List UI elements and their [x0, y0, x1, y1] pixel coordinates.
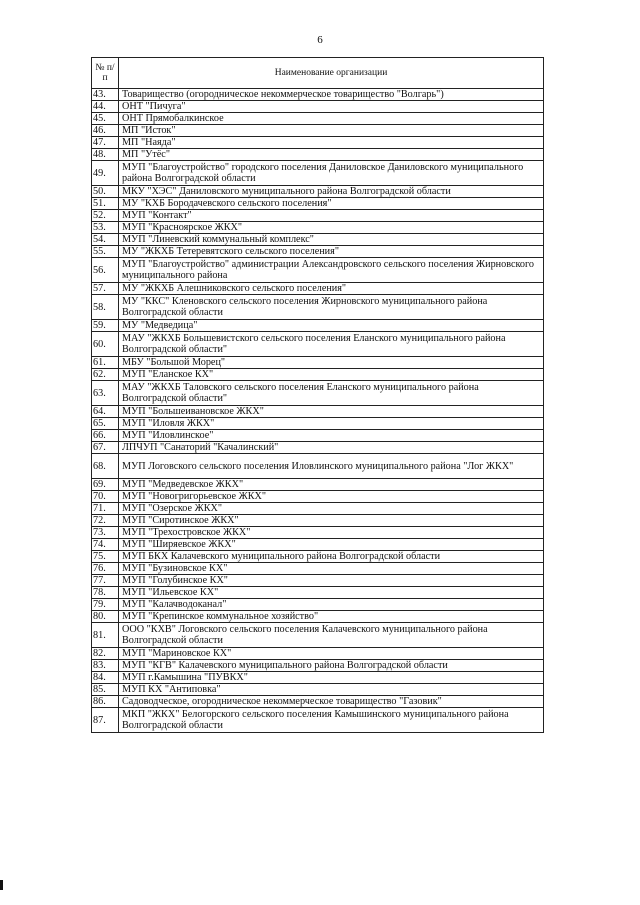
organization-name: МУП "Еланское КХ" — [119, 369, 544, 381]
organization-name: МАУ "ЖКХБ Большевистского сельского поселения Еланского муниципального района Волгоградской области" — [119, 332, 544, 357]
row-number: 83. — [92, 660, 119, 672]
row-number: 82. — [92, 648, 119, 660]
table-body — [92, 89, 544, 733]
table-row — [92, 660, 544, 672]
table-row — [92, 222, 544, 234]
row-number: 65. — [92, 418, 119, 430]
table-row — [92, 332, 544, 357]
organizations-table — [91, 57, 544, 733]
organization-name: МБУ "Большой Морец" — [119, 357, 544, 369]
organization-name: МУП "Озерское ЖКХ" — [119, 503, 544, 515]
table-row — [92, 503, 544, 515]
organization-name: МП "Наяда" — [119, 137, 544, 149]
table-row — [92, 320, 544, 332]
organization-name: МУП г.Камышина "ПУВКХ" — [119, 672, 544, 684]
organization-name: МУП "Ильевское КХ" — [119, 587, 544, 599]
organization-name: МУП "Красноярское ЖКХ" — [119, 222, 544, 234]
table-row — [92, 406, 544, 418]
organization-name: ЛПЧУП "Санаторий "Качалинский" — [119, 442, 544, 454]
row-number: 43. — [92, 89, 119, 101]
organization-name: МУП "Иловля ЖКХ" — [119, 418, 544, 430]
row-number: 85. — [92, 684, 119, 696]
table-row — [92, 113, 544, 125]
row-number: 51. — [92, 198, 119, 210]
row-number: 48. — [92, 149, 119, 161]
organization-name: МУП "Ширяевское ЖКХ" — [119, 539, 544, 551]
table-row — [92, 418, 544, 430]
organization-name: МП "Утёс" — [119, 149, 544, 161]
organization-name: МУП "Сиротинское ЖКХ" — [119, 515, 544, 527]
organization-name: МАУ "ЖКХБ Таловского сельского поселения Еланского муниципального района Волгоградской области" — [119, 381, 544, 406]
organization-name: МУП "Линевский коммунальный комплекс" — [119, 234, 544, 246]
table-row — [92, 381, 544, 406]
table-header-row — [92, 58, 544, 89]
scan-mark — [0, 880, 3, 890]
row-number: 57. — [92, 283, 119, 295]
row-number: 81. — [92, 623, 119, 648]
table-row — [92, 283, 544, 295]
table-row — [92, 186, 544, 198]
table-row — [92, 551, 544, 563]
column-header-number: № п/п — [92, 58, 119, 89]
organization-name: Товарищество (огородническое некоммерческое товарищество "Волгарь") — [119, 89, 544, 101]
organization-name: МУ "Медведица" — [119, 320, 544, 332]
row-number: 76. — [92, 563, 119, 575]
table-row — [92, 539, 544, 551]
table-row — [92, 149, 544, 161]
table-row — [92, 258, 544, 283]
row-number: 63. — [92, 381, 119, 406]
organization-name: МУП "Бузиновское КХ" — [119, 563, 544, 575]
table-row — [92, 599, 544, 611]
table-row — [92, 246, 544, 258]
organization-name: ООО "КХВ" Логовского сельского поселения Калачевского муниципального района Волгоградской области — [119, 623, 544, 648]
organization-name: МУ "ЖКХБ Алешниковского сельского поселения" — [119, 283, 544, 295]
organization-name: МУП "Новогригорьевское ЖКХ" — [119, 491, 544, 503]
table-row — [92, 611, 544, 623]
table-row — [92, 101, 544, 113]
row-number: 53. — [92, 222, 119, 234]
row-number: 54. — [92, 234, 119, 246]
row-number: 69. — [92, 479, 119, 491]
page-number: 6 — [317, 34, 323, 46]
row-number: 50. — [92, 186, 119, 198]
row-number: 74. — [92, 539, 119, 551]
table-row — [92, 89, 544, 101]
row-number: 59. — [92, 320, 119, 332]
organization-name: МУП "Благоустройство" городского поселения Даниловское Даниловского муниципального района Волгоградской области — [119, 161, 544, 186]
organization-name: МУ "ЖКХБ Тетеревятского сельского поселения" — [119, 246, 544, 258]
organization-name: МУП "Мариновское КХ" — [119, 648, 544, 660]
row-number: 61. — [92, 357, 119, 369]
organization-name: МУП КХ "Антиповка" — [119, 684, 544, 696]
table-row — [92, 575, 544, 587]
table-row — [92, 587, 544, 599]
table-row — [92, 125, 544, 137]
organization-name: МП "Исток" — [119, 125, 544, 137]
table-row — [92, 454, 544, 479]
table-row — [92, 491, 544, 503]
row-number: 60. — [92, 332, 119, 357]
row-number: 56. — [92, 258, 119, 283]
table-row — [92, 442, 544, 454]
row-number: 87. — [92, 708, 119, 733]
organization-name: МУП "Контакт" — [119, 210, 544, 222]
row-number: 78. — [92, 587, 119, 599]
organization-name: МУП "Калачводоканал" — [119, 599, 544, 611]
organization-name: МУП Логовского сельского поселения Иловлинского муниципального района "Лог ЖКХ" — [119, 454, 544, 479]
row-number: 62. — [92, 369, 119, 381]
row-number: 49. — [92, 161, 119, 186]
organization-name: МУП БКХ Калачевского муниципального района Волгоградской области — [119, 551, 544, 563]
table-row — [92, 369, 544, 381]
table-row — [92, 648, 544, 660]
row-number: 66. — [92, 430, 119, 442]
row-number: 52. — [92, 210, 119, 222]
table-row — [92, 137, 544, 149]
organization-name: МУ "ККС" Кленовского сельского поселения Жирновского муниципального района Волгоградской области — [119, 295, 544, 320]
table-row — [92, 515, 544, 527]
table-row — [92, 210, 544, 222]
table-row — [92, 234, 544, 246]
table-row — [92, 295, 544, 320]
row-number: 64. — [92, 406, 119, 418]
organization-name: МУП "Большеивановское ЖКХ" — [119, 406, 544, 418]
organization-name: ОНТ "Пичуга" — [119, 101, 544, 113]
table-row — [92, 161, 544, 186]
organization-name: МУП "Крепинское коммунальное хозяйство" — [119, 611, 544, 623]
table-row — [92, 357, 544, 369]
table-row — [92, 198, 544, 210]
table-row — [92, 672, 544, 684]
row-number: 84. — [92, 672, 119, 684]
organization-name: ОНТ Прямобалкинское — [119, 113, 544, 125]
organization-name: МУП "Медведевское ЖКХ" — [119, 479, 544, 491]
table-row — [92, 563, 544, 575]
organization-name: МУ "КХБ Бородачевского сельского поселения" — [119, 198, 544, 210]
row-number: 79. — [92, 599, 119, 611]
row-number: 47. — [92, 137, 119, 149]
organization-name: МУП "Голубинское КХ" — [119, 575, 544, 587]
row-number: 55. — [92, 246, 119, 258]
table-row — [92, 479, 544, 491]
table-row — [92, 430, 544, 442]
row-number: 71. — [92, 503, 119, 515]
row-number: 80. — [92, 611, 119, 623]
organization-name: МУП "Благоустройство" администрации Александровского сельского поселения Жирновского муниципального района — [119, 258, 544, 283]
organization-name: МКП "ЖКХ" Белогорского сельского поселения Камышинского муниципального района Волгоградской области — [119, 708, 544, 733]
row-number: 46. — [92, 125, 119, 137]
row-number: 75. — [92, 551, 119, 563]
row-number: 68. — [92, 454, 119, 479]
row-number: 73. — [92, 527, 119, 539]
row-number: 70. — [92, 491, 119, 503]
table-row — [92, 708, 544, 733]
row-number: 67. — [92, 442, 119, 454]
row-number: 45. — [92, 113, 119, 125]
row-number: 77. — [92, 575, 119, 587]
organization-name: МКУ "ХЭС" Даниловского муниципального района Волгоградской области — [119, 186, 544, 198]
row-number: 58. — [92, 295, 119, 320]
row-number: 72. — [92, 515, 119, 527]
table-row — [92, 623, 544, 648]
table-row — [92, 684, 544, 696]
table-row — [92, 696, 544, 708]
organization-name: МУП "Иловлинское" — [119, 430, 544, 442]
column-header-name: Наименование организации — [119, 58, 544, 89]
organization-name: Садоводческое, огородническое некоммерческое товарищество "Газовик" — [119, 696, 544, 708]
row-number: 86. — [92, 696, 119, 708]
row-number: 44. — [92, 101, 119, 113]
table-row — [92, 527, 544, 539]
organization-name: МУП "КГВ" Калачевского муниципального района Волгоградской области — [119, 660, 544, 672]
organization-name: МУП "Трехостровское ЖКХ" — [119, 527, 544, 539]
